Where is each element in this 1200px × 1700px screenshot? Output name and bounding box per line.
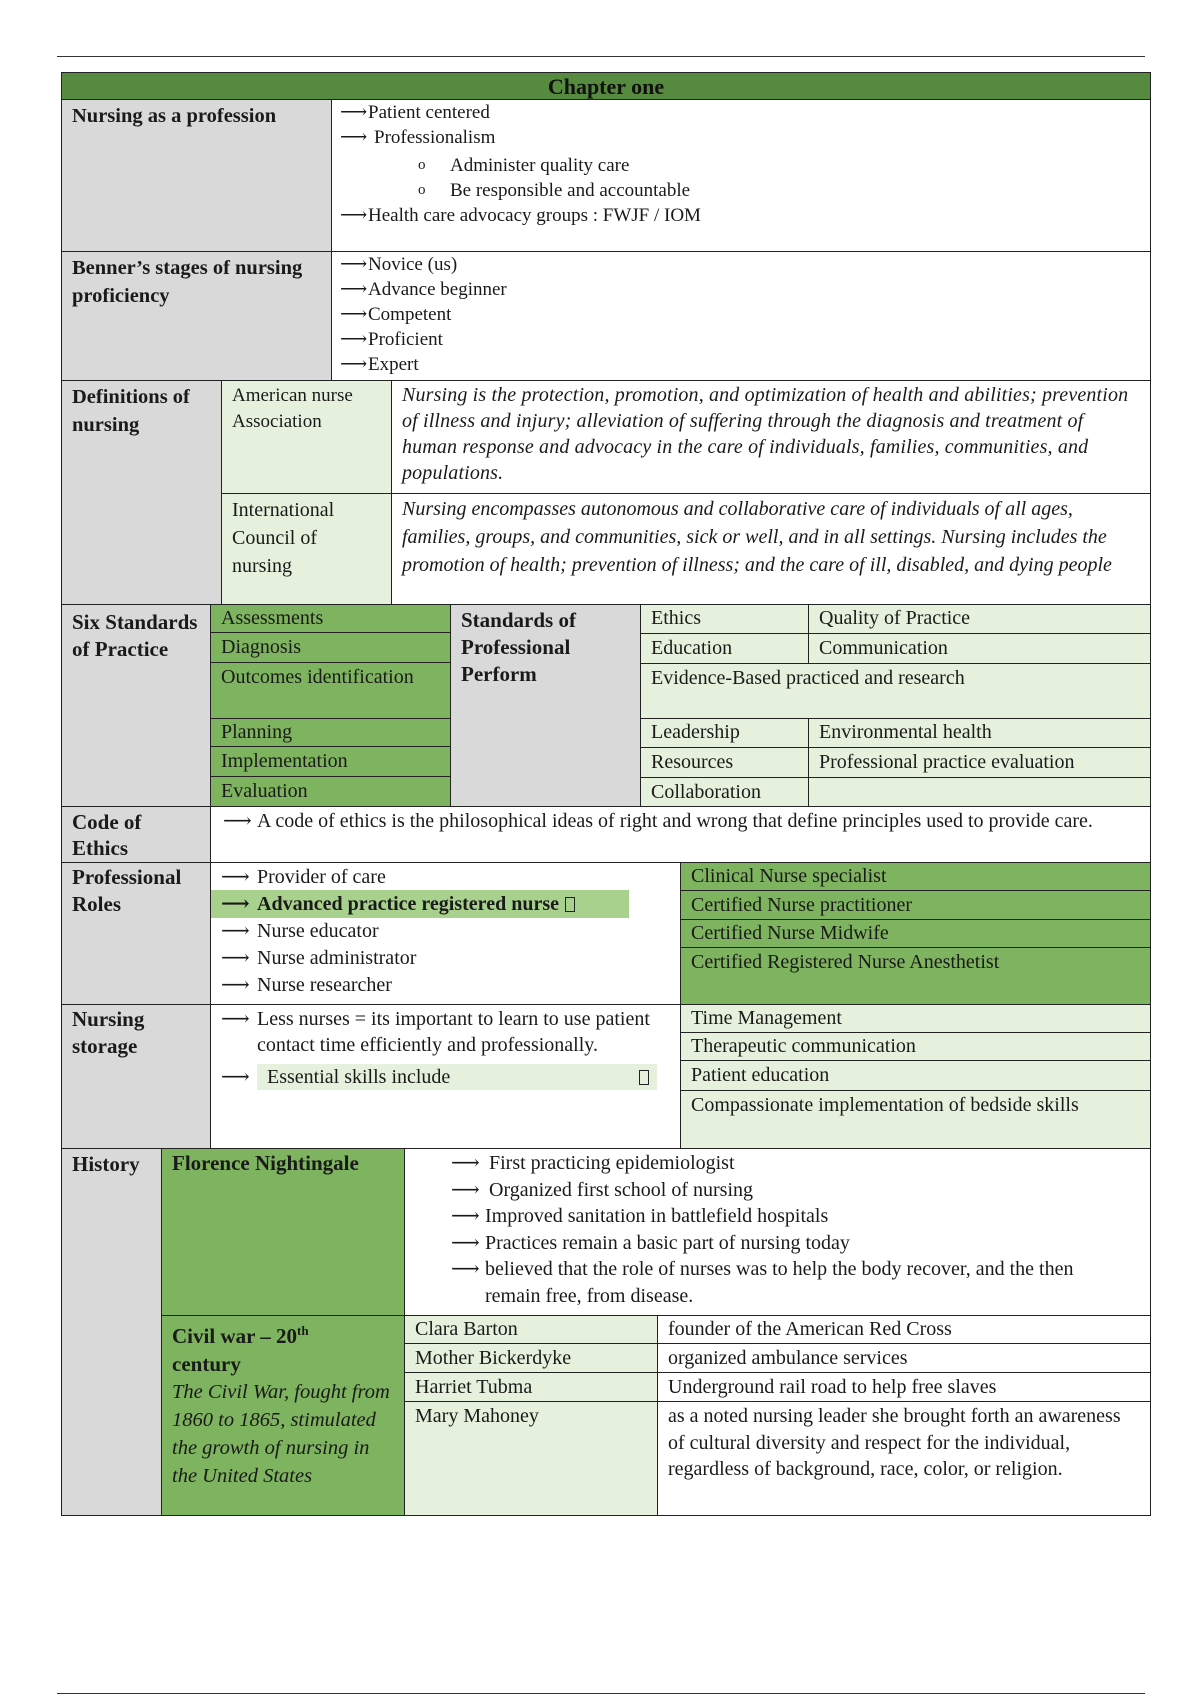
- section-label: Code of Ethics: [62, 807, 211, 862]
- ethics-text: A code of ethics is the philosophical ideas of right and wrong that define principles used to provide care.: [257, 810, 1093, 832]
- perform-row: [641, 748, 1150, 778]
- civil-war-description: The Civil War, fought from 1860 to 1865, stimulated the growth of nursing in the United States: [172, 1381, 390, 1487]
- table-row: [405, 1402, 1150, 1515]
- arrow-icon: ⟶: [451, 1205, 480, 1227]
- perform-item: Environmental health: [819, 721, 992, 744]
- list-item: ⟶ First practicing epidemiologist: [451, 1150, 1120, 1177]
- section-label: Professional Roles: [62, 863, 211, 1004]
- section-content: [332, 100, 1150, 251]
- civil-war-people: [405, 1316, 1150, 1515]
- header-rule: [57, 56, 1145, 57]
- table-row: [405, 1344, 1150, 1373]
- arrow-icon: ⟶: [340, 127, 368, 148]
- person-name: Harriet Tubma: [405, 1373, 658, 1401]
- section-content: [211, 807, 1150, 862]
- standard-item: Evaluation: [211, 777, 450, 806]
- definition-row: [222, 494, 1150, 604]
- definition-text: Nursing encompasses autonomous and collaborative care of individuals of all ages, families, groups, and communities, sick or well, and in all settings. Nursing includes the promotion of health; prevention of illness; and the care of ill, disabled, and dying people: [402, 498, 1112, 576]
- empty-cell: [809, 778, 1150, 806]
- list-item: ⟶ Nurse educator: [211, 918, 680, 945]
- storage-text: [211, 1005, 681, 1148]
- storage-item: ⟶ Less nurses = its important to learn to use patient contact time efficiently and professionally.: [221, 1008, 650, 1056]
- perform-item: Collaboration: [641, 778, 809, 806]
- person-role: organized ambulance services: [668, 1347, 908, 1369]
- arrow-icon: ⟶: [221, 866, 250, 888]
- arrow-icon: ⟶: [221, 1008, 250, 1030]
- section-content: [332, 252, 1150, 380]
- arrow-icon: ⟶: [340, 354, 368, 375]
- essential-skills-label: Essential skills include: [257, 1064, 657, 1090]
- list-item: ⟶ Advanced practice registered nurse: [211, 890, 629, 918]
- arrow-icon: ⟶: [451, 1258, 480, 1280]
- list-item: ⟶ Competent: [340, 304, 452, 325]
- section-ethics: [61, 807, 1151, 863]
- perform-standards: [641, 605, 1150, 806]
- professionalism-sublist: [332, 153, 1150, 203]
- perform-row: [641, 605, 1150, 634]
- list-item: ⟶ Expert: [340, 354, 419, 375]
- definition-text: Nursing is the protection, promotion, and optimization of health and abilities; prevention of illness and injury; alleviation of suffering through the diagnosis and treatment of human response and advocacy in the care of individuals, families, communities, and populations.: [402, 384, 1129, 484]
- perform-item: Ethics: [641, 605, 809, 633]
- list-item: ⟶ Nurse researcher: [221, 974, 392, 996]
- aprn-type: Clinical Nurse specialist: [681, 863, 1150, 891]
- arrow-icon: ⟶: [451, 1178, 480, 1201]
- arrow-icon: ⟶: [451, 1231, 480, 1254]
- person-role: as a noted nursing leader she brought forth an awareness of cultural diversity and respect for the individual, regardless of background, race, color, or religion.: [668, 1405, 1121, 1480]
- list-item: ⟶ Novice (us): [340, 254, 458, 275]
- perform-label: Standards of Professional Perform: [451, 605, 641, 806]
- list-item: o Administer quality care: [418, 155, 630, 176]
- circle-bullet-icon: o: [418, 182, 426, 198]
- standard-item: Outcomes identification: [211, 663, 450, 719]
- section-label: Nursing as a profession: [62, 100, 332, 251]
- section-benner: [61, 252, 1151, 381]
- roles-arrow-list: [211, 864, 680, 998]
- section-roles: [61, 863, 1151, 1005]
- standard-item: Assessments: [211, 605, 450, 633]
- definition-source: International Council of nursing: [222, 494, 392, 604]
- definition-row: [222, 381, 1150, 494]
- skill-item: Patient education: [681, 1061, 1150, 1091]
- list-item: ⟶ Improved sanitation in battlefield hospitals: [451, 1203, 1120, 1230]
- person-name: Clara Barton: [405, 1316, 658, 1343]
- list-item: ⟶ Advance beginner: [340, 279, 507, 300]
- aprn-types: [681, 863, 1150, 1004]
- perform-row: [641, 778, 1150, 806]
- list-item: ⟶ Professionalism: [340, 127, 496, 148]
- section-standards: [61, 605, 1151, 807]
- footer-rule: [57, 1693, 1145, 1694]
- person-role: founder of the American Red Cross: [668, 1318, 952, 1340]
- perform-item: Leadership: [641, 719, 809, 747]
- skill-item: Compassionate implementation of bedside skills: [681, 1091, 1150, 1148]
- chapter-table: [61, 72, 1151, 1516]
- nightingale-facts: [405, 1149, 1150, 1315]
- list-item: ⟶ believed that the role of nurses was to help the body recover, and the then remain free, from disease.: [451, 1258, 1074, 1307]
- box-glyph-icon: [639, 1070, 649, 1085]
- list-item: ⟶ Organized first school of nursing: [451, 1177, 1120, 1204]
- profession-list: [332, 100, 1150, 150]
- profession-list-2: [332, 203, 1150, 228]
- standard-item: Implementation: [211, 747, 450, 777]
- arrow-icon: ⟶: [340, 254, 368, 275]
- civil-war-title: Civil war – 20th century: [172, 1323, 309, 1376]
- list-item: ⟶ Practices remain a basic part of nursing today: [451, 1230, 1120, 1257]
- section-label: Benner’s stages of nursing proficiency: [62, 252, 332, 380]
- practice-standards: [211, 605, 451, 806]
- definitions-table: [222, 381, 1150, 604]
- civil-war-cell: [162, 1316, 405, 1515]
- section-definitions: [61, 381, 1151, 605]
- skill-item: Time Management: [681, 1005, 1150, 1033]
- perform-item: Resources: [641, 748, 809, 777]
- person-name: Mother Bickerdyke: [405, 1344, 658, 1372]
- section-label: Definitions of nursing: [62, 381, 222, 604]
- arrow-icon: ⟶: [221, 893, 250, 915]
- arrow-icon: ⟶: [340, 102, 368, 123]
- storage-item: [211, 1058, 680, 1090]
- list-item: ⟶ Proficient: [340, 329, 443, 350]
- list-item: o Be responsible and accountable: [418, 180, 691, 201]
- list-item: ⟶ Patient centered: [340, 102, 490, 123]
- standard-item: Diagnosis: [211, 633, 450, 663]
- list-item: ⟶ Health care advocacy groups : FWJF / IOM: [340, 205, 701, 226]
- skill-item: Therapeutic communication: [681, 1033, 1150, 1061]
- civil-war-row: [162, 1316, 1150, 1515]
- arrow-icon: ⟶: [221, 1066, 250, 1088]
- arrow-icon: ⟶: [221, 920, 250, 942]
- list-item: ⟶ Provider of care: [221, 866, 386, 888]
- definition-source: American nurse Association: [222, 381, 392, 493]
- table-row: [405, 1373, 1150, 1402]
- aprn-type: Certified Registered Nurse Anesthetist: [681, 948, 1150, 1004]
- nightingale-row: [162, 1149, 1150, 1316]
- nightingale-name: Florence Nightingale: [162, 1149, 405, 1315]
- section-label: Nursing storage: [62, 1005, 211, 1148]
- box-glyph-icon: [565, 897, 575, 912]
- section-label: History: [62, 1149, 162, 1515]
- circle-bullet-icon: o: [418, 157, 426, 173]
- aprn-type: Certified Nurse practitioner: [681, 891, 1150, 920]
- aprn-type: Certified Nurse Midwife: [681, 920, 1150, 948]
- arrow-icon: ⟶: [340, 279, 368, 300]
- perform-item: Evidence-Based practiced and research: [641, 664, 1150, 719]
- perform-item: Communication: [819, 636, 948, 659]
- perform-item: Quality of Practice: [819, 607, 971, 629]
- person-name: Mary Mahoney: [405, 1402, 658, 1515]
- arrow-icon: ⟶: [451, 1152, 480, 1174]
- benner-stages: [332, 252, 1150, 377]
- essential-skills: [681, 1005, 1150, 1148]
- arrow-icon: ⟶: [221, 947, 250, 969]
- table-row: [405, 1316, 1150, 1344]
- perform-row: [641, 634, 1150, 664]
- standard-item: Planning: [211, 719, 450, 747]
- perform-item: Education: [641, 634, 809, 663]
- section-profession: [61, 100, 1151, 252]
- person-role: Underground rail road to help free slaves: [668, 1376, 997, 1398]
- section-label: Six Standards of Practice: [62, 605, 211, 806]
- section-storage: [61, 1005, 1151, 1149]
- arrow-icon: ⟶: [340, 304, 368, 325]
- section-history: [61, 1149, 1151, 1516]
- roles-list: [211, 863, 681, 1004]
- perform-row: [641, 719, 1150, 748]
- arrow-icon: ⟶: [340, 329, 368, 350]
- chapter-title: Chapter one: [61, 72, 1151, 100]
- arrow-icon: ⟶: [340, 205, 368, 226]
- list-item: ⟶ Nurse administrator: [211, 945, 680, 972]
- arrow-icon: ⟶: [221, 974, 250, 996]
- arrow-icon: ⟶: [223, 810, 252, 832]
- history-content: [162, 1149, 1150, 1515]
- perform-item: Professional practice evaluation: [819, 750, 1075, 773]
